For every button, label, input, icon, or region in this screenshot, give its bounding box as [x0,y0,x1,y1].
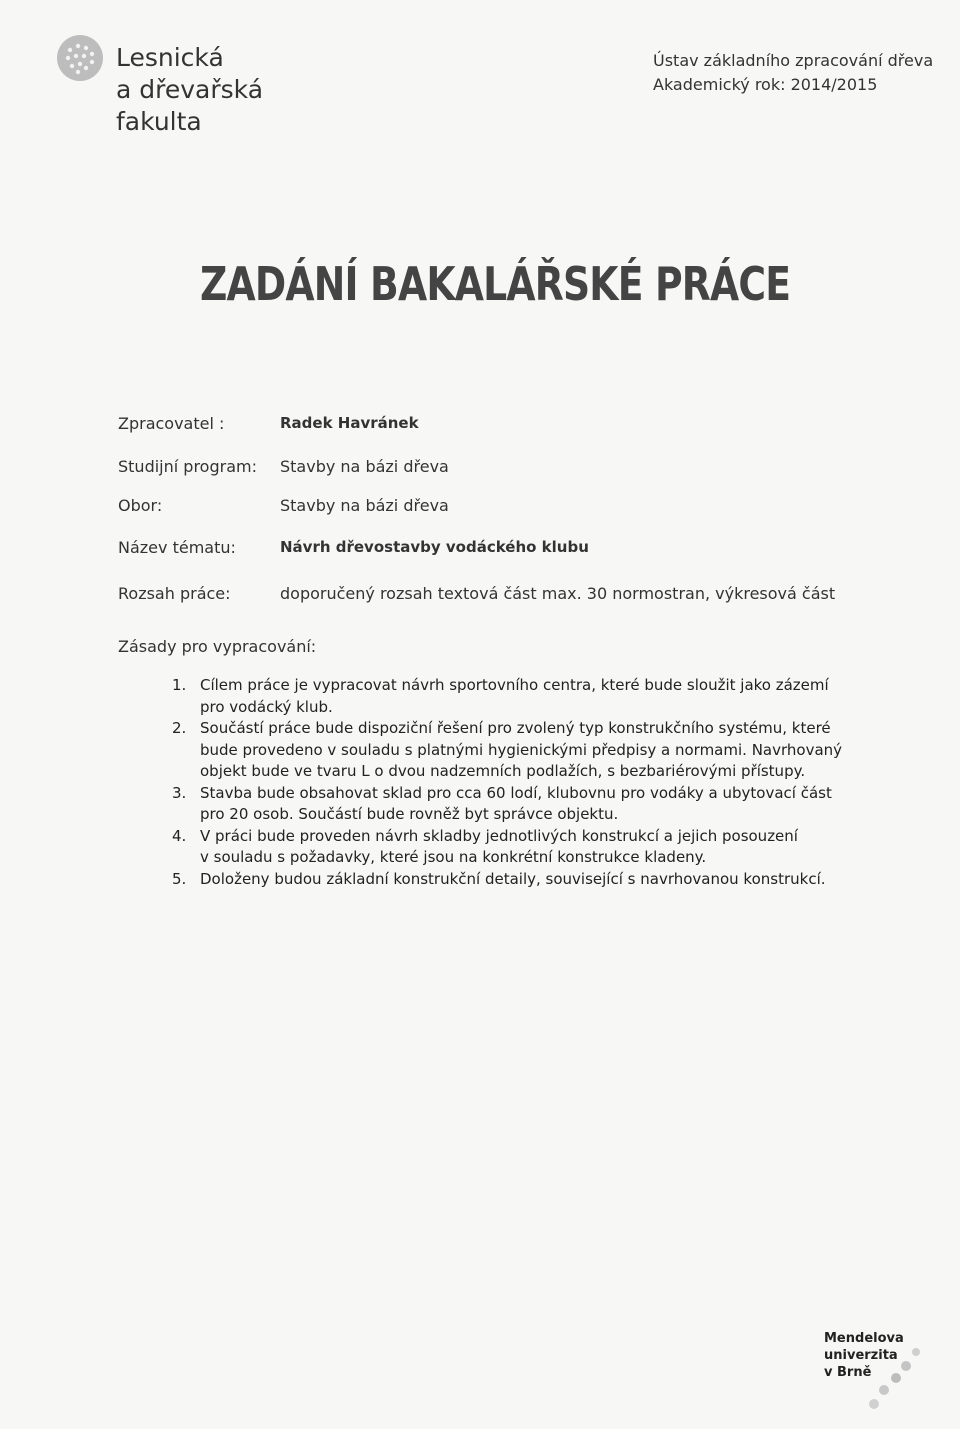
list-item [172,718,892,783]
list-item [172,826,892,869]
field-value: doporučený rozsah textová část max. 30 normostran, výkresová část [280,584,836,603]
faculty-name-line-3: fakulta [116,107,202,136]
list-item-line: bude provedeno v souladu s platnými hygienickými předpisy a normami. Navrhovaný [200,740,843,759]
field-value: Stavby na bázi dřeva [280,496,449,515]
principles-list [172,675,892,890]
field-label: Název tématu: [118,538,236,557]
institute-name: Ústav základního zpracování dřeva [653,51,934,70]
list-item [172,869,892,891]
list-item-line: V práci bude proveden návrh skladby jednotlivých konstrukcí a jejich posouzení [200,826,798,845]
field-value: Radek Havránek [280,414,419,432]
list-item-number: 4. [172,826,187,845]
list-item-line: Doloženy budou základní konstrukční detaily, související s navrhovanou konstrukcí. [200,869,826,888]
field-label: Rozsah práce: [118,584,231,603]
list-item [172,675,892,718]
list-item-line: pro vodácký klub. [200,697,333,716]
list-item-line: pro 20 osob. Součástí bude rovněž byt správce objektu. [200,805,619,823]
university-name-line-3: v Brně [824,1365,872,1380]
field-label: Studijní program: [118,457,257,476]
list-item-number: 2. [172,719,187,737]
principles-heading: Zásady pro vypracování: [118,637,317,656]
faculty-name-line-1: Lesnická [116,43,224,72]
field-label: Obor: [118,496,163,515]
field-value: Návrh dřevostavby vodáckého klubu [280,538,589,556]
list-item-number: 3. [172,783,187,802]
field-value: Stavby na bázi dřeva [280,457,449,476]
field-label: Zpracovatel : [118,414,225,433]
university-logo-icon [860,1346,930,1416]
list-item-line: Součástí práce bude dispoziční řešení pro zvolený typ konstrukčního systému, které [200,719,831,737]
faculty-name-line-2: a dřevařská [116,75,264,104]
list-item-line: objekt bude ve tvaru L o dvou nadzemních podlažích, s bezbariérovými přístupy. [200,762,806,780]
document-title: ZADÁNÍ BAKALÁŘSKÉ PRÁCE [200,257,791,311]
list-item-number: 1. [172,676,187,694]
university-name-line-1: Mendelova [824,1331,904,1346]
faculty-name [116,42,263,138]
list-item-line: v souladu s požadavky, které jsou na konkrétní konstrukce kladeny. [200,848,707,866]
list-item [172,783,892,826]
academic-year: Akademický rok: 2014/2015 [653,75,878,94]
list-item-line: Cílem práce je vypracovat návrh sportovního centra, které bude sloužit jako zázemí [200,676,829,694]
faculty-logo-icon [56,34,104,82]
list-item-line: Stavba bude obsahovat sklad pro cca 60 lodí, klubovnu pro vodáky a ubytovací část [200,783,832,802]
list-item-number: 5. [172,869,187,888]
university-name-line-2: univerzita [824,1348,898,1363]
institute-block [653,49,938,97]
